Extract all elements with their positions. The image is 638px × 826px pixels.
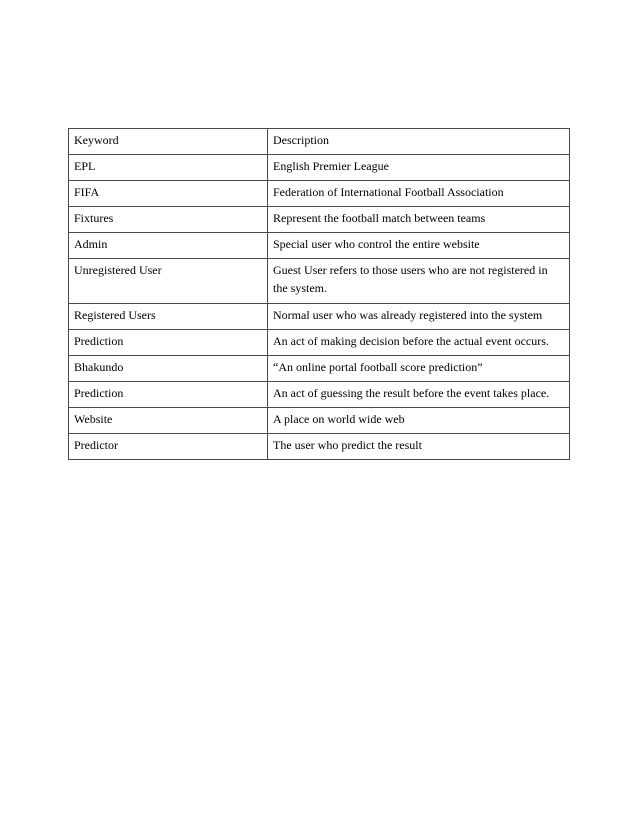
description-cell [268, 304, 570, 330]
table-row [69, 259, 570, 304]
description-cell [268, 233, 570, 259]
keyword-cell [69, 233, 268, 259]
description-text: Special user who control the entire website [273, 237, 480, 251]
description-cell [268, 356, 570, 382]
keyword-text: Fixtures [74, 211, 114, 225]
description-text: Normal user who was already registered into the system [273, 308, 543, 322]
description-cell [268, 330, 570, 356]
table-row [69, 382, 570, 408]
keyword-text: Unregistered User [74, 263, 162, 277]
description-text: English Premier League [273, 159, 389, 173]
keyword-cell [69, 434, 268, 460]
keyword-text: Bhakundo [74, 360, 124, 374]
table-row [69, 434, 570, 460]
description-text: An act of making decision before the actual event occurs. [273, 334, 549, 348]
keyword-cell [69, 259, 268, 304]
keyword-text: Registered Users [74, 308, 156, 322]
keyword-cell [69, 356, 268, 382]
description-cell [268, 408, 570, 434]
description-cell [268, 382, 570, 408]
keyword-text: FIFA [74, 185, 100, 199]
description-text: Represent the football match between teams [273, 211, 486, 225]
header-cell-keyword [69, 129, 268, 155]
keyword-text: Prediction [74, 334, 124, 348]
keyword-text: Prediction [74, 386, 124, 400]
description-text: An act of guessing the result before the event takes place. [273, 386, 550, 400]
header-description-text: Description [273, 133, 329, 147]
table-row [69, 408, 570, 434]
keyword-text: Admin [74, 237, 108, 251]
description-cell [268, 259, 570, 304]
table-row [69, 330, 570, 356]
table-row [69, 207, 570, 233]
table-row [69, 181, 570, 207]
description-cell [268, 181, 570, 207]
keyword-cell [69, 155, 268, 181]
keyword-cell [69, 207, 268, 233]
keyword-cell [69, 304, 268, 330]
keyword-text: EPL [74, 159, 96, 173]
description-text: Guest User refers to those users who are not registered in the system. [273, 263, 548, 295]
description-text: A place on world wide web [273, 412, 405, 426]
table-row [69, 356, 570, 382]
description-cell [268, 434, 570, 460]
glossary-table [68, 128, 570, 460]
table-row [69, 233, 570, 259]
description-text: The user who predict the result [273, 438, 422, 452]
table-row [69, 304, 570, 330]
keyword-cell [69, 181, 268, 207]
keyword-cell [69, 408, 268, 434]
description-cell [268, 155, 570, 181]
keyword-text: Predictor [74, 438, 118, 452]
header-keyword-text: Keyword [74, 133, 119, 147]
description-text: Federation of International Football Association [273, 185, 504, 199]
description-text: “An online portal football score prediction” [273, 360, 483, 374]
table-row [69, 155, 570, 181]
keyword-cell [69, 330, 268, 356]
description-cell [268, 207, 570, 233]
keyword-cell [69, 382, 268, 408]
keyword-text: Website [74, 412, 113, 426]
table-header-row [69, 129, 570, 155]
header-cell-description [268, 129, 570, 155]
